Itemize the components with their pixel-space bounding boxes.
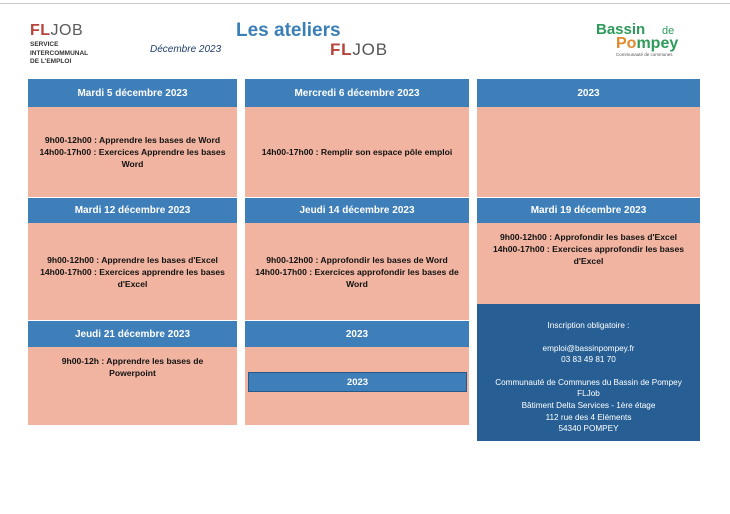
page-title-brand	[330, 40, 388, 60]
registration-title: Inscription obligatoire :	[547, 321, 630, 330]
contact-phone: 03 83 49 81 70	[561, 355, 616, 365]
workshop-line: 14h00-17h00 : Remplir son espace pôle emploi	[261, 147, 453, 157]
workshop-line: Word	[346, 278, 368, 289]
bassin-pompey-logo-bassin: Bassin	[596, 21, 646, 38]
bassin-pompey-logo	[596, 21, 706, 57]
workshop-line: 14h00-17h00 : Exercices apprendre les bases	[40, 266, 225, 277]
workshop-heading: Jeudi 21 décembre 2023	[28, 321, 237, 347]
fljob-logo-sub-line: DE L'EMPLOI	[30, 58, 72, 65]
workshop-body	[245, 107, 469, 197]
fljob-logo-job: JOB	[50, 22, 84, 39]
address-line: Communauté de Communes du Bassin de Pompey	[495, 377, 682, 387]
workshop-heading: 2023	[245, 321, 469, 347]
workshop-line: 9h00-12h : Apprendre les bases de	[61, 356, 204, 366]
workshop-line: 14h00-17h00 : Exercices approfondir les bases	[492, 244, 685, 254]
workshop-line: 9h00-12h00 : Apprendre les bases de Word	[44, 135, 221, 145]
workshop-line: 9h00-12h00 : Approfondir les bases d'Excel	[499, 232, 677, 242]
workshop-heading: Mardi 19 décembre 2023	[477, 198, 700, 223]
workshop-line: 9h00-12h00 : Apprendre les bases d'Excel	[47, 254, 218, 265]
bassin-pompey-logo-de: de	[662, 25, 675, 37]
workshop-body	[28, 107, 237, 197]
workshop-heading: 2023	[477, 79, 700, 107]
address-line: 112 rue des 4 Eléments	[545, 412, 632, 422]
workshop-heading: Mercredi 6 décembre 2023	[245, 79, 469, 107]
workshop-line: 14h00-17h00 : Exercices Apprendre les bases	[39, 147, 226, 157]
page-title: Les ateliers	[236, 20, 341, 41]
fljob-logo	[30, 23, 88, 67]
month-label: Décembre 2023	[150, 44, 222, 55]
registration-info	[477, 304, 700, 441]
address-line: FLJob	[577, 389, 600, 399]
fljob-logo-wordmark	[30, 23, 88, 39]
bassin-pompey-logo-pompey	[616, 35, 678, 53]
bassin-pompey-logo-po: Po	[616, 35, 637, 52]
workshop-line: 9h00-12h00 : Approfondir les bases de Word	[266, 254, 448, 265]
top-rule	[0, 3, 730, 4]
page-title-fl: FL	[330, 40, 353, 59]
info-spacer	[477, 366, 700, 377]
workshop-body	[28, 223, 237, 320]
workshop-body	[477, 107, 700, 197]
workshop-heading: Mardi 5 décembre 2023	[28, 79, 237, 107]
fljob-logo-sub-line: INTERCOMMUNAL	[30, 49, 89, 57]
page-title-job: JOB	[352, 40, 388, 59]
fljob-logo-fl: FL	[30, 22, 51, 39]
bassin-pompey-logo-mpey: mpey	[636, 35, 679, 52]
workshop-body	[245, 223, 469, 320]
workshop-heading: Mardi 12 décembre 2023	[28, 198, 237, 223]
address-line: 54340 POMPEY	[558, 424, 619, 434]
workshop-body	[28, 347, 237, 425]
contact-email: emploi@bassinpompey.fr	[542, 343, 635, 353]
address-line: Bâtiment Delta Services - 1ère étage	[521, 400, 656, 410]
workshop-heading: Jeudi 14 décembre 2023	[245, 198, 469, 223]
workshop-line: Word	[121, 159, 144, 169]
workshop-line: d'Excel	[573, 256, 604, 266]
workshop-inner-heading: 2023	[248, 372, 467, 392]
bassin-pompey-logo-tagline: Communauté de communes	[616, 52, 673, 57]
workshop-line: d'Excel	[117, 278, 148, 289]
fljob-logo-subtitle	[30, 41, 88, 67]
workshop-line: Powerpoint	[109, 368, 156, 378]
info-spacer	[477, 332, 700, 343]
workshop-body	[477, 223, 700, 304]
workshop-line: 14h00-17h00 : Exercices approfondir les bases de	[255, 266, 459, 277]
fljob-logo-sub-line: SERVICE	[30, 41, 59, 48]
